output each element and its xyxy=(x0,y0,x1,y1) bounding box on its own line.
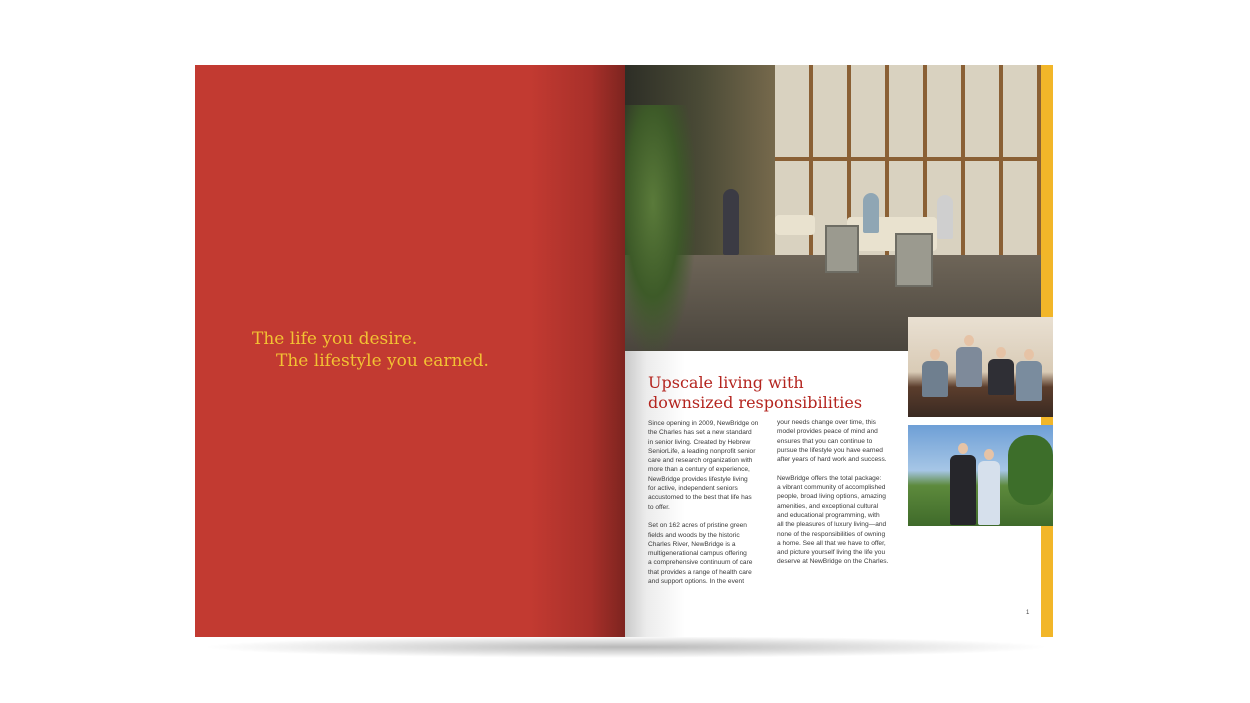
body-line-spacer xyxy=(777,464,899,473)
photo-tree xyxy=(1008,435,1053,505)
body-line-spacer xyxy=(648,512,770,521)
body-line: accustomed to the best that life has xyxy=(648,494,752,502)
body-line: SeniorLife, a leading nonprofit senior xyxy=(648,447,756,455)
photo-person xyxy=(988,359,1014,395)
body-line: none of the responsibilities of owning xyxy=(777,530,886,538)
photo-person-head xyxy=(964,335,974,346)
body-line: model provides peace of mind and xyxy=(777,428,878,436)
body-line: deserve at NewBridge on the Charles. xyxy=(777,558,889,566)
photo-person xyxy=(950,455,976,525)
body-line: pursue the lifestyle you have earned xyxy=(777,446,883,454)
body-line: your needs change over time, this xyxy=(777,419,876,426)
body-line: a home. See all that we have to offer, xyxy=(777,539,886,547)
photo-person xyxy=(922,361,948,397)
body-line: in senior living. Created by Hebrew xyxy=(648,438,751,446)
photo-person xyxy=(1016,361,1042,401)
body-line: a comprehensive continuum of care xyxy=(648,559,753,567)
kitchen-photo xyxy=(908,317,1053,417)
body-line: ensures that you can continue to xyxy=(777,437,873,445)
body-line: after years of hard work and success. xyxy=(777,456,887,464)
tagline-line-1: The life you desire. xyxy=(252,329,418,349)
photo-chair xyxy=(895,233,933,287)
photo-plant xyxy=(625,105,695,351)
body-line: for active, independent seniors xyxy=(648,485,738,493)
body-line: care and research organization with xyxy=(648,457,753,465)
photo-person xyxy=(723,189,739,255)
body-line: the Charles has set a new standard xyxy=(648,429,752,437)
body-line: multigenerational campus offering xyxy=(648,550,747,558)
body-line: Charles River, NewBridge is a xyxy=(648,540,736,548)
body-line: and picture yourself living the life you xyxy=(777,549,886,557)
photo-person xyxy=(978,461,1000,525)
photo-window-bar xyxy=(775,157,1041,161)
photo-chair xyxy=(825,225,859,273)
photo-person-head xyxy=(1024,349,1034,360)
tagline-line-2: The lifestyle you earned. xyxy=(276,351,489,371)
dining-hall-photo xyxy=(625,65,1041,351)
body-line: a vibrant community of accomplished xyxy=(777,484,886,492)
section-heading-line-1: Upscale living with xyxy=(648,373,804,392)
photo-table xyxy=(775,215,815,235)
spread-shadow xyxy=(200,636,1052,658)
photo-person xyxy=(956,347,982,387)
section-heading-line-2: downsized responsibilities xyxy=(648,393,863,412)
body-line: all the pleasures of luxury living—and xyxy=(777,521,887,529)
photo-person xyxy=(863,193,879,233)
body-line: and support options. In the event xyxy=(648,578,745,586)
body-line: NewBridge provides lifestyle living xyxy=(648,475,748,483)
body-column-2 xyxy=(777,418,899,567)
body-line: Set on 162 acres of pristine green xyxy=(648,522,747,530)
body-line: Since opening in 2009, NewBridge on xyxy=(648,420,759,427)
body-line: to offer. xyxy=(648,503,670,511)
body-line: more than a century of experience, xyxy=(648,466,750,474)
body-line: fields and woods by the historic xyxy=(648,531,740,539)
page-number: 1 xyxy=(1026,610,1030,616)
body-column-1 xyxy=(648,419,770,586)
body-line: and educational programming, with xyxy=(777,511,880,519)
body-line: amenities, and exceptional cultural xyxy=(777,502,879,510)
photo-person xyxy=(937,195,953,239)
outdoor-photo xyxy=(908,425,1053,526)
body-line: NewBridge offers the total package: xyxy=(777,474,882,482)
body-line: people, broad living options, amazing xyxy=(777,493,886,501)
photo-person-head xyxy=(984,449,994,460)
body-line: that provides a range of health care xyxy=(648,568,752,576)
photo-person-head xyxy=(930,349,940,360)
left-page xyxy=(195,65,625,637)
photo-person-head xyxy=(958,443,968,454)
photo-person-head xyxy=(996,347,1006,358)
